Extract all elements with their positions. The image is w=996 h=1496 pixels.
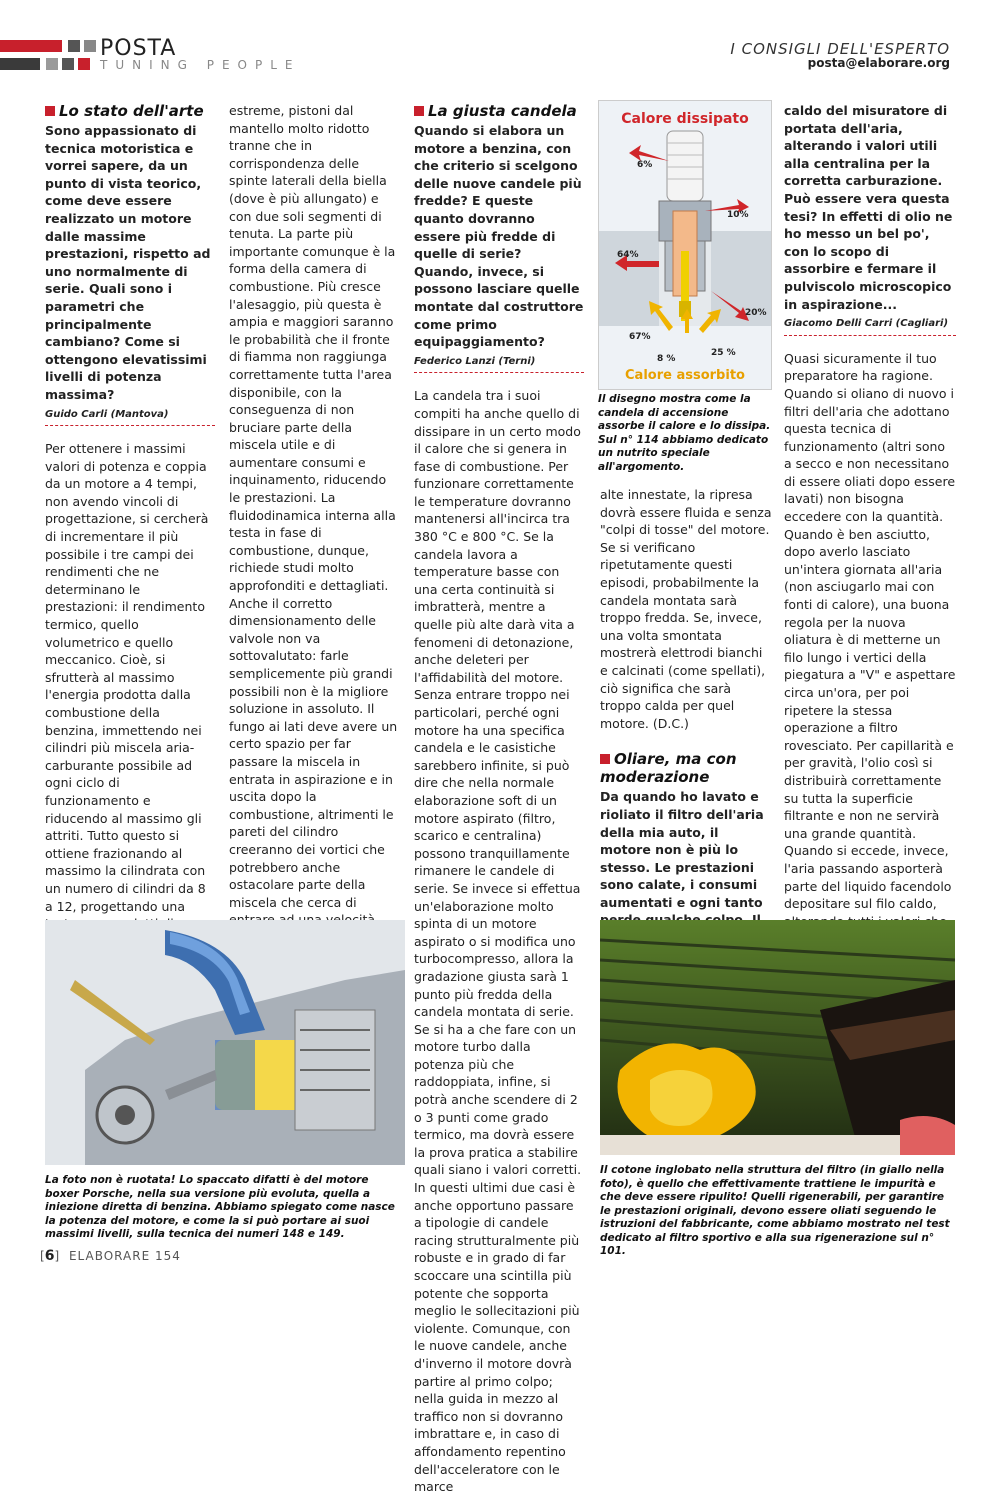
accent-bar (0, 40, 62, 52)
page-number-bracket-open: [ (40, 1249, 45, 1263)
square-icon (68, 40, 80, 52)
svg-text:64%: 64% (617, 250, 639, 260)
air-filter-photo (600, 920, 955, 1155)
svg-text:6%: 6% (637, 160, 653, 170)
filter-caption: Il cotone inglobato nella struttura del filtro (in giallo nella foto), è quello che effettivamente trattiene le impurità e che deve essere ripulito! Quelli rigenerabili, per garantire le prestazioni originali, devono essere oliati seguendo le istruzioni del fabbricante, come abbiamo mostrato nel test dedicato al filtro sportivo e alla sua rigenerazione sul n° 101. (600, 1164, 950, 1257)
svg-text:20%: 20% (745, 308, 767, 318)
svg-text:67%: 67% (629, 332, 651, 342)
square-icon (45, 106, 55, 116)
letter2-answer-a: La candela tra i suoi compiti ha anche quello di dissipare in un certo modo il calore che si genera in fase di combustione. Per funzionare correttamente le temperature dovranno mantenersi all'incirca tra 380 °C e 800 °C. Se la candela lavora a temperature basse con una certa continuità si imbratterà, mentre a quelle più alte darà vita a fenomeni di detonazione, anche deleteri per l'affidabilità del motore. Senza entrare troppo nei particolari, perché ogni motore ha una specifica candela e le casistiche sarebbero infinite, si può dire che nella normale elaborazione soft di un motore aspirato (filtro, scarico e centralina) possono tranquillamente rimanere le candele di serie. Se invece si effettua un'elaborazione molto spinta di un motore aspirato o si modifica uno turbocompresso, allora la gradazione giusta sarà 1 punto più fredda della candela montata di serie. Se si ha a che fare con un motore turbo dalla potenza più che raddoppiata, infine, si potrà anche scendere di 2 o 3 punti come grado termico, ma dovrà essere la prova pratica a stabilire quali siano i valori corretti. In questi ultimi due casi è anche opportuno passare a tipologie di candele racing strutturalmente più robuste e in grado di far scoccare una scintilla più potente che sopporta meglio le sollecitazioni più violente. Comunque, con le nuove candele, anche d'inverno il motore dovrà partire al primo colpo; nella guida in mezzo al traffico non si dovranno imbrattare e, in caso di affondamento repentino dell'acceleratore con le marce (414, 388, 582, 1495)
page-number-bracket-close: ] (54, 1249, 60, 1263)
section-title: POSTA (100, 36, 177, 61)
letter3-question-a: Da quando ho lavato e rioliato il filtro dell'aria della mia auto, il motore non è più lo stesso. Le prestazioni sono calate, i consumi aumentati e ogni tanto (600, 789, 764, 910)
figure-bottom-label: Calore assorbito (625, 368, 745, 383)
letter2-answer-b: alte innestate, la ripresa dovrà essere fluida e senza "colpi di tosse" del motore. Se si verificano ripetutamente questi episodi, probabilmente la candela montata sarà troppo fredda. Se, invece, una volta smontata mostrerà elettrodi bianchi e calcinati (come spellati), ciò significa che sarà troppo calda per quel motore. (D.C.) (600, 487, 772, 731)
letter2-signature: Federico Lanzi (Terni) (414, 353, 584, 374)
letter3-title: Oliare, ma con moderazione (600, 750, 737, 787)
dark-bar (0, 58, 40, 70)
letter1-answer-a: Per ottenere i massimi valori di potenza e coppia da un motore a 4 tempi, non avendo vincoli di progettazione, si cercherà di incrementare il più possibile i tre campi dei rendimenti che ne determinano le prestazioni: il rendimento termico, quello volumetrico e quello meccanico. Cioè, si sfrutterà al massimo l'energia prodotta dalla combustione della benzina, immettendo nei cilindri più miscela aria-carburante possibile ad ogni ciclo di funzionamento e riducendo al massimo gli attriti. Tutto questo si ottiene frazionando al massimo la cilindrata con un numero di cilindri da 8 a 12, progettando una (45, 441, 209, 914)
square-icon (84, 40, 96, 52)
square-icon (414, 106, 424, 116)
spark-plug-caption: Il disegno mostra come la candela di accensione assorbe il calore e lo dissipa. Sul n° 114 abbiamo dedicato un nutrito speciale all'argomento. (598, 393, 771, 473)
svg-text:8 %: 8 % (657, 354, 676, 364)
svg-text:10%: 10% (727, 210, 749, 220)
letter1-answer-b: estreme, pistoni dal mantello molto ridotto tranne che in corrispondenza delle spinte laterali della biella (dove è più allungato) e con due soli segmenti di tenuta. La parte più importante comunque è la forma della camera di combustione. Più cresce l'alesaggio, più questa è ampia e maggiori saranno le probabilità che il fronte di fiamma non raggiunga correttamente tutta l'area disponibile, con la conseguenza di non bruciare parte della miscela utile e di aumentare consumi e inquinamento, riducendo le prestazioni. La fluidodinamica interna alla testa in fase di combustione, dunque, richiede studi molto approfonditi e dettagliati. Anche il corretto dimensionamento delle valvole non va sottovalutato: farle semplicemente più grandi possibili non è la migliore soluzione in assoluto. Il fungo ai lati deve avere un certo spazio per far passare la miscela in entrata in aspirazione e in uscita dopo la combustione, altrimenti le pareti del cilindro creeranno dei vortici che potrebbero anche ostacolare parte della miscela che cerca di (229, 103, 398, 910)
air-filter-illustration (600, 920, 955, 1155)
letter1-question: Sono appassionato di tecnica motoristica e vorrei sapere, da un punto di vista teorico, come deve essere realizzato un motore dalle massime prestazioni, rispetto ad uno normalmente di serie. Quali sono i parametri che principalmente cambiano? Come si ottengono elevatissimi livelli di potenza massima? (45, 123, 211, 402)
column-3 (414, 102, 584, 1496)
square-icon (78, 58, 90, 70)
figure-title: Calore dissipato (621, 111, 749, 127)
letter3-question-b: caldo del misuratore di portata dell'aria, alterando i valori utili alla centralina per la corretta carburazione. Può essere vera questa tesi? In effetti di olio ne ho messo un bel po', con lo scopo di assorbire e fermare il pulviscolo microscopico in aspirazione... (784, 103, 953, 312)
page-number: 6 (44, 1248, 55, 1264)
letter2-title: La giusta candela (414, 102, 584, 120)
square-icon (600, 754, 610, 764)
engine-caption: La foto non è ruotata! Lo spaccato difatti è del motore boxer Porsche, nella sua versione più evoluta, quella a iniezione diretta di benzina. Abbiamo spiegato come nasce la potenza del motore, e come la si può portare ai suoi massimi livelli, sulla tecnica dei numeri 148 e 149. (45, 1174, 395, 1240)
engine-cutaway-photo (45, 920, 405, 1165)
square-icon (62, 58, 74, 70)
contact-email[interactable]: posta@elaborare.org (807, 56, 950, 70)
section-subtitle: TUNING PEOPLE (100, 58, 301, 72)
engine-illustration (45, 920, 405, 1165)
letter2-question: Quando si elabora un motore a benzina, con che criterio si scelgono delle nuove candele più fredde? E queste quanto dovranno essere più fredde di quelle di serie? Quando, invece, si possono lasciare quelle montate dal costruttore come primo equipaggiamento? (414, 123, 584, 350)
letter1-title: Lo stato dell'arte (45, 102, 215, 120)
letter1-signature: Guido Carli (Mantova) (45, 406, 215, 427)
spark-plug-diagram (599, 101, 771, 389)
svg-text:25 %: 25 % (711, 348, 736, 358)
rubric-title: I CONSIGLI DELL'ESPERTO (730, 40, 950, 58)
magazine-name: ELABORARE 154 (68, 1249, 181, 1263)
spark-plug-figure (598, 100, 772, 390)
letter3-signature: Giacomo Delli Carri (Cagliari) (784, 315, 956, 336)
letter3-answer: Quasi sicuramente il tuo preparatore ha ragione. Quando si oliano di nuovo i filtri dell'aria che adottano questa tecnica di funzionamento (altri sono a secco e non necessitano di essere oliati dopo essere lavati) non bisogna eccedere con la quantità. Quando è ben asciutto, dopo averlo lasciato un'intera giornata all'aria (non asciugarlo mai con fonti di calore), una buona regola per la nuova oliatura è di metterne un filo lungo i vertici della piegatura a "V" e aspettare circa un'ora, per poi ripetere la stessa operazione a filtro rovesciato. Per capillarità e per gravità, l'olio così si distribuirà correttamente su tutta la superficie filtrante e non ne servirà una grande quantità. Quando si eccede, invece, l'aria passando asporterà parte del liquido facendolo depositare sul filo caldo, (784, 350, 956, 912)
square-icon (46, 58, 58, 70)
page-footer (40, 1248, 181, 1264)
